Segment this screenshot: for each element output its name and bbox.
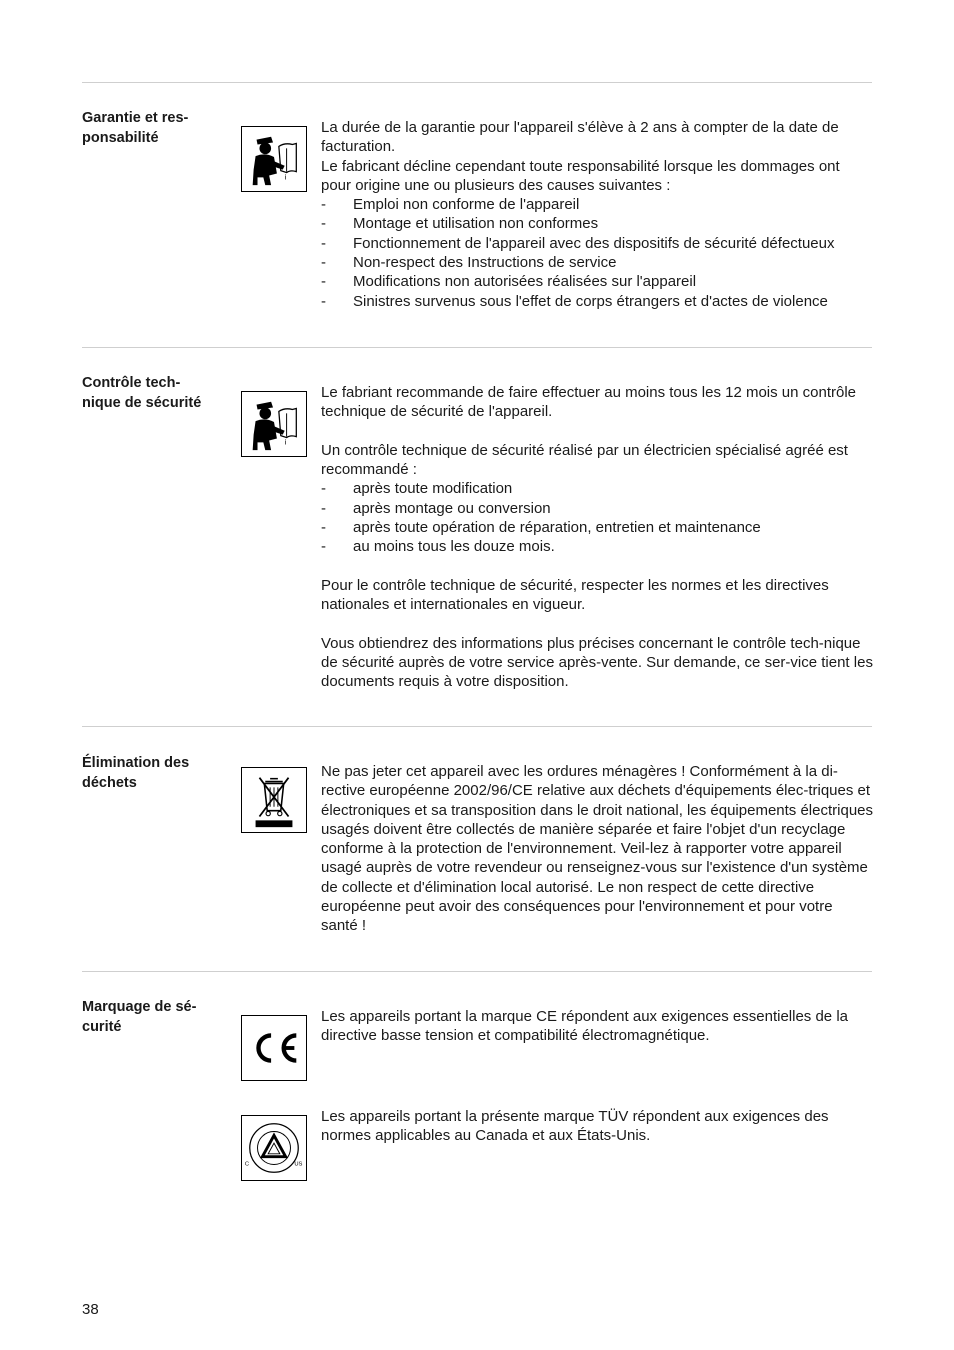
svg-text:i: i [284,172,287,182]
list-item: - après montage ou conversion [321,499,551,517]
paragraph: Les appareils portant la présente marque TÜV répondent aux exigences des normes applicables au Canada et aux États-Unis. [321,1108,829,1145]
paragraph: Ne pas jeter cet appareil avec les ordures ménagères ! Conformément à la di-rective européenne 2002/96/CE relative aux déchets d'équipements élec-triques et électroniques et sa transposition dans le droit national, les équipements électriques usagés doivent être collectés de manière séparée et faire l'objet d'un recyclage conforme à la protection de l'environnement. Veil-lez à rapporter votre appareil usagé auprès de votre revendeur ou renseignez-vous sur l'existence d'un système de collecte et d'élimination local autorisé. Le non respect de cette directive européenne peut avoir des conséquences pour l'environnement et pour votre santé ! [321,763,873,935]
section-heading-warranty: Garantie et res- ponsabilité [82,110,189,146]
tuv-mark-icon [241,1115,307,1181]
manual-reading-icon [241,126,307,192]
list-item: - Non-respect des Instructions de service [321,254,617,272]
page-number: 38 [82,1301,99,1318]
list-item: - Emploi non conforme de l'appareil [321,196,580,214]
ce-marking-body [321,1007,873,1046]
section-divider [82,726,872,727]
section-heading-marking: Marquage de sé- curité [82,999,197,1035]
manual-reading-icon [241,391,307,457]
paragraph: La durée de la garantie pour l'appareil s'élève à 2 ans à compter de la date de facturation. [321,119,839,156]
paragraph: Le fabriant recommande de faire effectuer au moins tous les 12 mois un contrôle technique de sécurité de l'appareil. [321,384,857,421]
inspection-body [321,383,873,692]
warranty-body [321,118,873,311]
list-item: - après toute opération de réparation, entretien et maintenance [321,519,761,537]
disposal-body [321,762,873,936]
paragraph: Un contrôle technique de sécurité réalisé par un électricien spécialisé agréé est recommandé : [321,441,848,479]
list-item: - Modifications non autorisées réalisées sur l'appareil [321,273,697,291]
svg-text:US: US [294,1161,303,1168]
tuv-marking-body [321,1107,873,1146]
list-item: - Sinistres survenus sous l'effet de corps étrangers et d'actes de violence [321,292,828,310]
section-divider [82,82,872,83]
paragraph: Le fabricant décline cependant toute responsabilité lorsque les dommages ont pour origine une ou plusieurs des causes suivantes : [321,157,840,194]
list-item: - Montage et utilisation non conformes [321,215,599,233]
section-divider [82,347,872,348]
list-item: - au moins tous les douze mois. [321,538,555,556]
svg-text:i: i [284,437,287,447]
paragraph: Les appareils portant la marque CE répondent aux exigences essentielles de la directive basse tension et compatibilité électromagnétique. [321,1008,848,1045]
paragraph: Vous obtiendrez des informations plus précises concernant le contrôle tech-nique de sécurité auprès de votre service après-vente. Sur demande, ce ser-vice tient les documents requis à votre disposition. [321,634,873,691]
crossed-bin-icon [241,767,307,833]
warranty-cause-list [321,195,873,311]
svg-text:C: C [244,1161,250,1168]
list-item: - après toute modification [321,480,513,498]
ce-mark-icon [241,1015,307,1081]
paragraph: Pour le contrôle technique de sécurité, respecter les normes et les directives nationales et internationales en vigueur. [321,576,829,614]
section-heading-inspection: Contrôle tech- nique de sécurité [82,375,202,411]
list-item: - Fonctionnement de l'appareil avec des dispositifs de sécurité défectueux [321,234,835,252]
inspection-list [321,479,873,556]
section-divider [82,971,872,972]
section-heading-disposal: Élimination des déchets [82,755,190,791]
